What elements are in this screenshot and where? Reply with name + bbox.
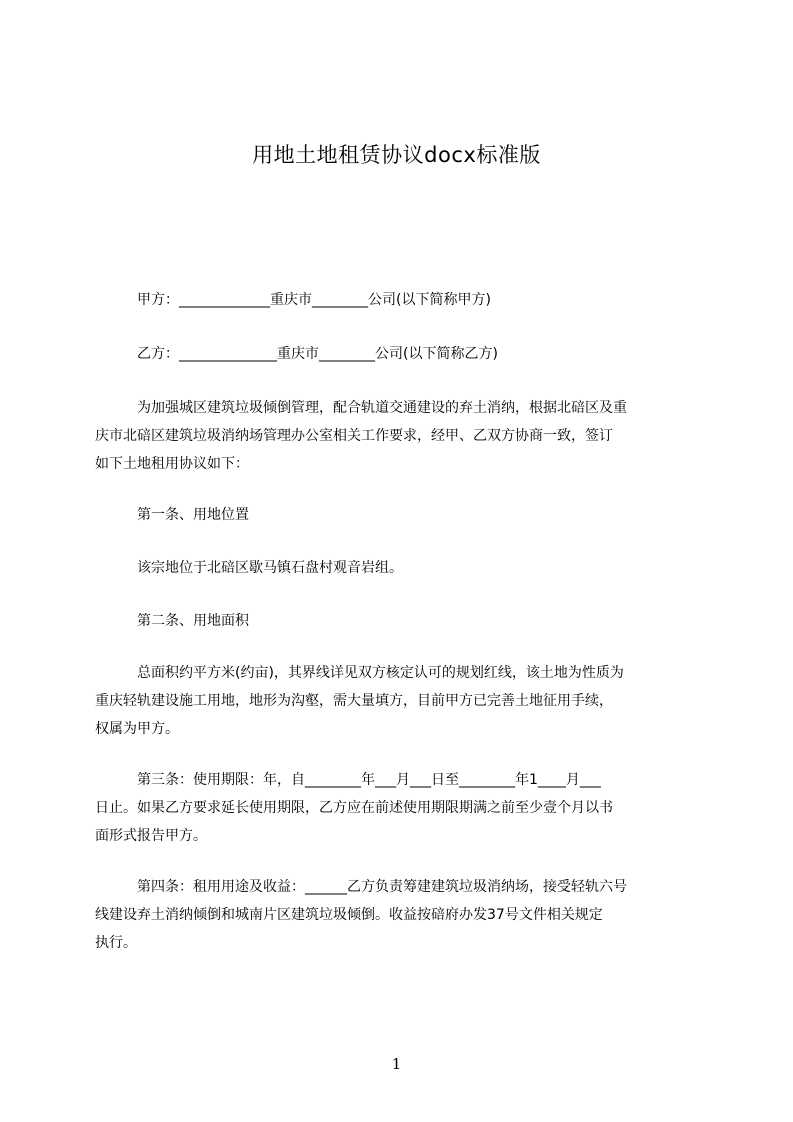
article-1-heading xyxy=(95,501,707,529)
text-line: 第一条、用地位置 xyxy=(137,507,249,523)
preamble-paragraph xyxy=(95,394,707,478)
text-line: 第三条：使用期限：年，自________年___月___日至________年1____月___ xyxy=(137,772,601,788)
text-line: 重庆轻轨建设施工用地，地形为沟壑，需大量填方，目前甲方已完善土地征用手续， xyxy=(95,693,613,709)
party-b-line xyxy=(95,340,707,368)
text-line: 执行。 xyxy=(95,935,137,951)
text-line: 为加强城区建筑垃圾倾倒管理，配合轨道交通建设的弃土消纳，根据北碚区及重 xyxy=(137,400,627,416)
text-line: 甲方：_____________重庆市________公司(以下简称甲方) xyxy=(137,292,491,308)
text-line: 权属为甲方。 xyxy=(95,721,179,737)
text-line: 乙方：______________重庆市________公司(以下简称乙方) xyxy=(137,346,498,362)
text-line: 第二条、用地面积 xyxy=(137,613,249,629)
article-2-heading xyxy=(95,607,707,635)
article-4-paragraph xyxy=(95,873,707,957)
article-1-body xyxy=(95,554,707,582)
text-line: 庆市北碚区建筑垃圾消纳场管理办公室相关工作要求，经甲、乙双方协商一致，签订 xyxy=(95,428,613,444)
text-line: 第四条：租用用途及收益：______乙方负责筹建建筑垃圾消纳场，接受轻轨六号 xyxy=(137,879,627,895)
document-title: 用地土地租赁协议docx标准版 xyxy=(252,143,541,167)
text-line: 日止。如果乙方要求延长使用期限，乙方应在前述使用期限期满之前至少壹个月以书 xyxy=(95,800,613,816)
party-a-line xyxy=(95,286,707,314)
text-line: 总面积约平方米(约亩)，其界线详见双方核定认可的规划红线，该土地为性质为 xyxy=(137,665,624,681)
article-2-body xyxy=(95,659,707,743)
text-line: 该宗地位于北碚区歇马镇石盘村观音岩组。 xyxy=(137,560,403,576)
text-line: 线建设弃土消纳倾倒和城南片区建筑垃圾倾倒。收益按碚府办发37号文件相关规定 xyxy=(95,907,603,923)
page-number: 1 xyxy=(391,1055,402,1073)
article-3-paragraph xyxy=(95,766,707,850)
text-line: 如下土地租用协议如下： xyxy=(95,456,249,472)
text-line: 面形式报告甲方。 xyxy=(95,828,207,844)
